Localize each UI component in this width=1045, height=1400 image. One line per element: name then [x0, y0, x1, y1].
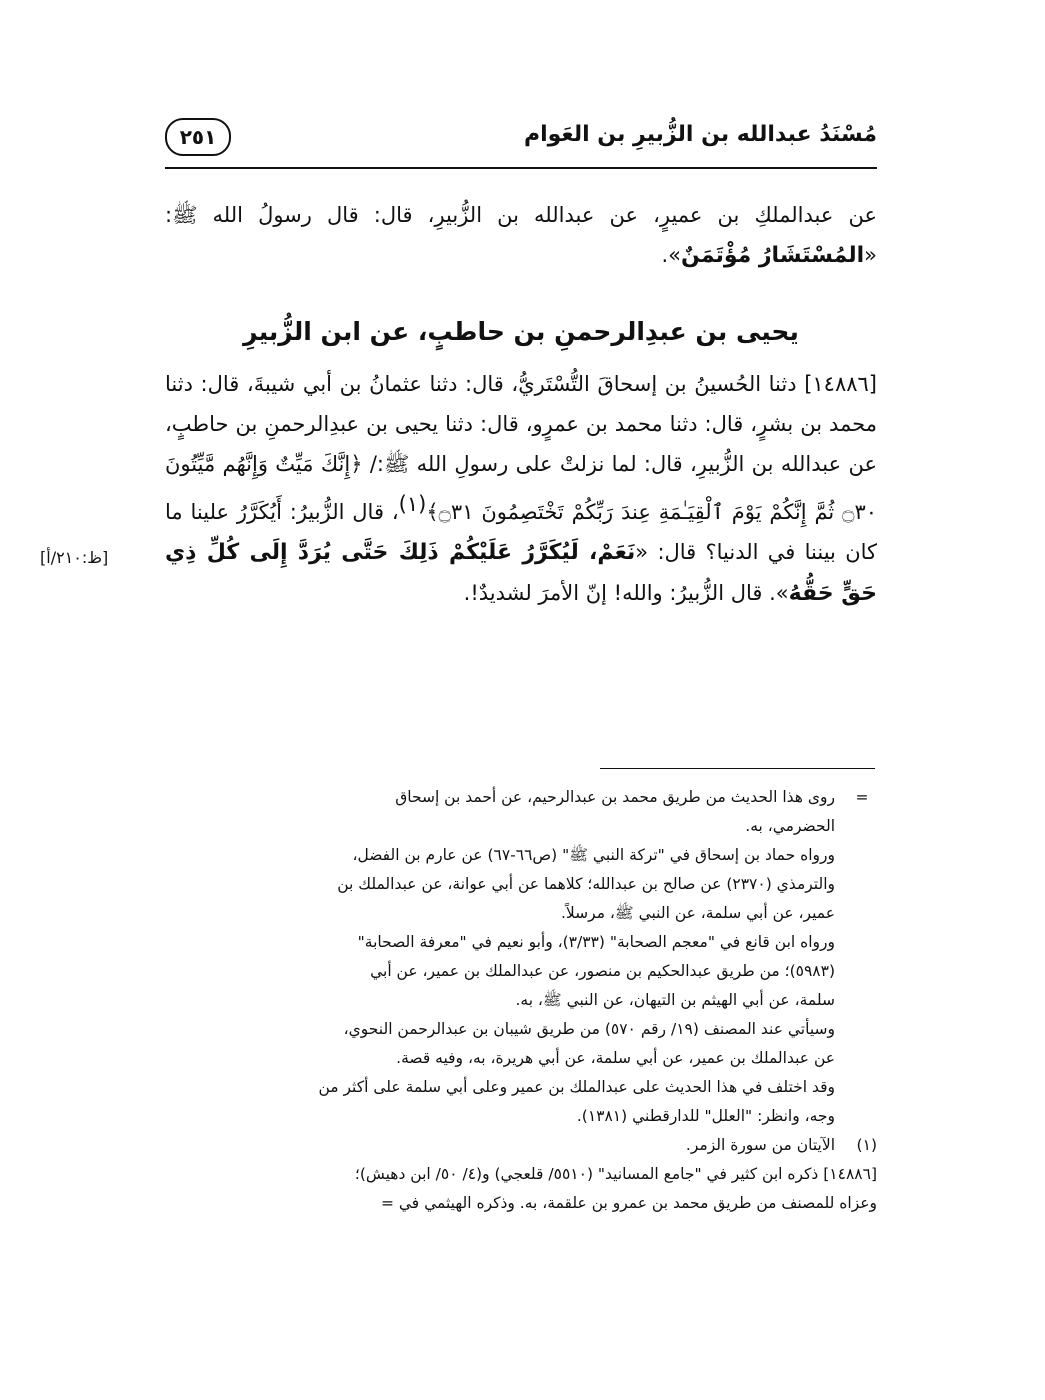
- footnote-line: والترمذي (٢٣٧٠) عن صالح بن عبدالله؛ كلاهما عن أبي عوانة، عن عبدالملك بن: [337, 875, 835, 893]
- footnote-line: الحضرمي، به.: [745, 817, 835, 835]
- footnote-line: وسيأتي عند المصنف (١٩/ رقم ٥٧٠) من طريق شيبان بن عبدالرحمن النحوي،: [343, 1020, 835, 1038]
- takhrij-line: [١٤٨٨٦] ذكره ابن كثير في "جامع المسانيد" (٥٥١٠/ قلعجي) و(٤/ ٥٠/ ابن دهيش)؛: [354, 1165, 877, 1183]
- prophetic-saying: المُسْتَشَارُ مُؤْتَمَنٌ: [681, 243, 865, 268]
- footnote-line: (٥٩٨٣)؛ من طريق عبدالحكيم بن منصور، عن عبدالملك بن عمير، عن أبي: [370, 962, 835, 980]
- footnote-line: ورواه حماد بن إسحاق في "تركة النبي ﷺ" (ص٦٦-٦٧) عن عارم بن الفضل،: [352, 846, 835, 864]
- manuscript-folio-note: [ظ:٢١٠/أ]: [40, 548, 109, 567]
- page-number: ٢٥١: [165, 118, 231, 156]
- footnote-separator: [600, 768, 875, 769]
- paragraph-hadith-14886: [١٤٨٨٦] دثنا الحُسينُ بن إسحاقَ التُّسْتَريُّ، قال: دثنا عثمانُ بن أبي شيبةَ، قال: دثنا محمد بن بشرٍ، قال: دثنا محمد بن عمرٍو، قال: دثنا يحيى بن عبدِالرحمنِ بن حاطبٍ، عن عبدالله بن الزُّبيرِ، قال: لما نزلتْ على رسولِ الله ﷺ:/ ﴿إِنَّكَ مَيِّتٌ وَإِنَّهُم مَّيِّتُونَ ۝٣٠ ثُمَّ إِنَّكُمْ يَوْمَ ٱلْقِيَـٰمَةِ عِندَ رَبِّكُمْ تَخْتَصِمُونَ ۝٣١﴾$^{(١)}$، قال الزُّبيرُ: أَيُكَرَّرُ علينا ما كان بيننا في الدنيا؟ قال: «نَعَمْ، لَيُكَرَّرُ عَلَيْكُمْ ذَلِكَ حَتَّى يُرَدَّ إِلَى كُلِّ ذِي حَقٍّ حَقُّهُ». قال الزُّبيرُ: والله! إنّ الأمرَ لشديدٌ!.: [165, 372, 878, 606]
- footnote-line: عن عبدالملك بن عمير، عن أبي سلمة، عن أبي هريرة، به، وفيه قصة.: [396, 1049, 835, 1067]
- takhrij-line: وعزاه للمصنف من طريق محمد بن عمرو بن علقمة، به. وذكره الهيثمي في =: [380, 1194, 877, 1212]
- footnote-line: عمير، عن أبي سلمة، عن النبي ﷺ، مرسلاً.: [560, 904, 835, 922]
- footnote-line: وجه، وانظر: "العلل" للدارقطني (١٣٨١).: [576, 1107, 835, 1125]
- footnote-line: وقد اختلف في هذا الحديث على عبدالملك بن عمير وعلى أبي سلمة على أكثر من: [318, 1078, 835, 1096]
- footnote-number: (١): [856, 1136, 877, 1154]
- footnote-line: ورواه ابن قانع في "معجم الصحابة" (٣/٣٣)، وأبو نعيم في "معرفة الصحابة": [357, 933, 835, 951]
- footnote-ref[interactable]: (١): [398, 492, 427, 516]
- quran-verse: ﴿إِنَّكَ مَيِّتٌ وَإِنَّهُم مَّيِّتُونَ ۝٣٠ ثُمَّ إِنَّكُمْ يَوْمَ ٱلْقِيَـٰمَةِ عِندَ رَبِّكُمْ تَخْتَصِمُونَ ۝٣١﴾: [165, 452, 878, 524]
- footnote-1: (١) الآيتان من سورة الزمر.: [165, 1131, 877, 1160]
- prophetic-saying: نَعَمْ، لَيُكَرَّرُ عَلَيْكُمْ ذَلِكَ حَتَّى يُرَدَّ إِلَى كُلِّ ذِي حَقٍّ حَقُّهُ: [165, 540, 877, 606]
- main-text: [165, 195, 877, 614]
- footnote-line: سلمة، عن أبي الهيثم بن التيهان، عن النبي ﷺ، به.: [515, 991, 835, 1009]
- page-header: [165, 112, 877, 172]
- footnote-continuation: [165, 783, 877, 1131]
- running-title: مُسْنَدُ عبدالله بن الزُّبيرِ بن العَوام: [523, 122, 877, 147]
- footnote-line: روى هذا الحديث من طريق محمد بن عبدالرحيم، عن أحمد بن إسحاق: [395, 788, 835, 806]
- section-heading: يحيى بن عبدِالرحمنِ بن حاطبٍ، عن ابن الزُّبيرِ: [243, 317, 799, 346]
- continuation-marker: =: [855, 788, 869, 806]
- footnotes: [165, 783, 877, 1218]
- paragraph-hadith-end: عن عبدالملكِ بن عميرٍ، عن عبدالله بن الزُّبيرِ، قال: قال رسولُ الله ﷺ: «المُسْتَشَارُ مُؤْتَمَنٌ».: [165, 203, 877, 268]
- header-divider: [165, 167, 877, 169]
